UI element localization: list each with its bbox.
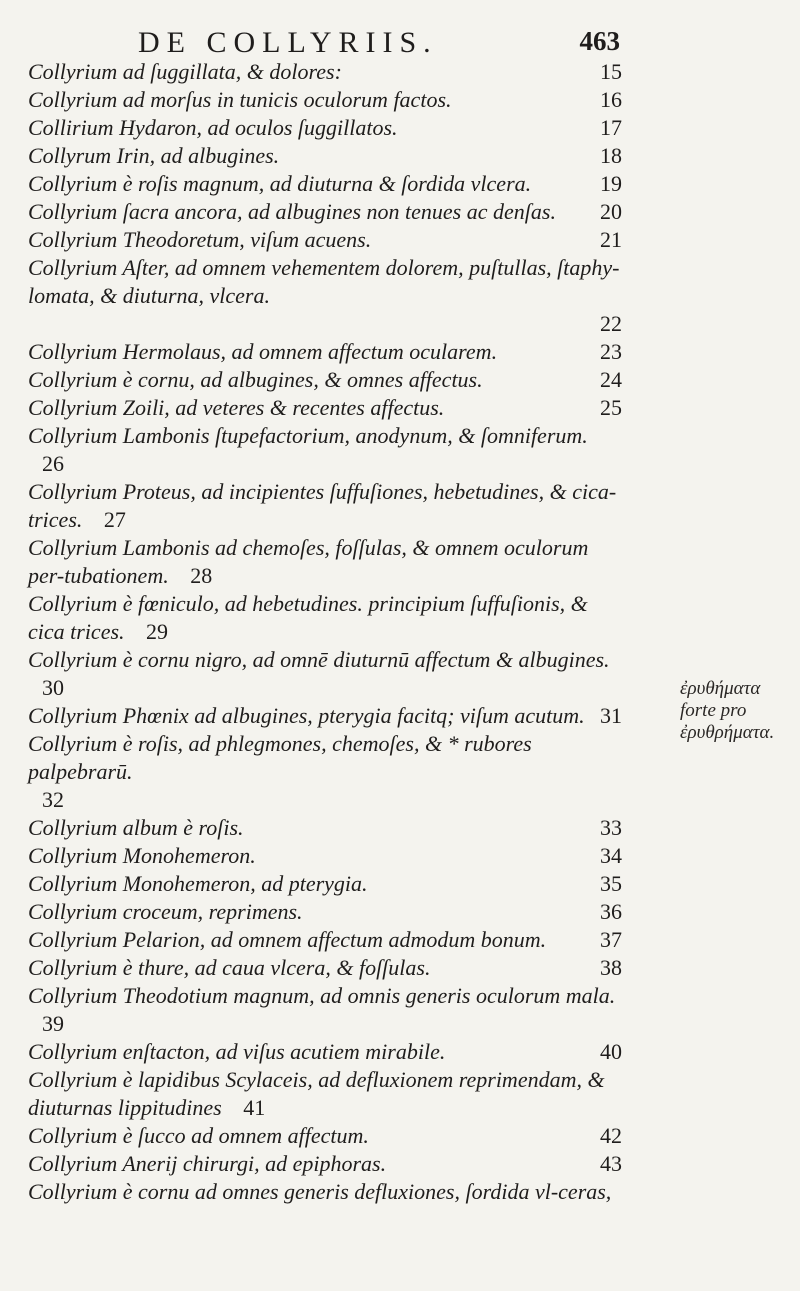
entry-text: Collyrium Proteus, ad incipientes ſuffuſiones, hebetudines, & cica-trices. (28, 479, 617, 532)
entry-number: 21 (600, 227, 622, 252)
entry-text: Collyrium ad morſus in tunicis oculorum factos. (28, 87, 452, 112)
list-item (28, 198, 628, 226)
entry-text: Collyrium ſacra ancora, ad albugines non tenues ac denſas. (28, 199, 556, 224)
entry-number: 28 (190, 563, 213, 588)
list-item (28, 58, 628, 86)
entry-number: 18 (600, 143, 622, 168)
list-item (28, 870, 628, 898)
entry-number: 23 (600, 339, 622, 364)
entry-text: Collyrium enſtacton, ad viſus acutiem mirabile. (28, 1039, 446, 1064)
list-item (28, 478, 628, 534)
list-item (28, 646, 628, 702)
list-item (28, 366, 628, 394)
entry-text: Collyrium è ſucco ad omnem affectum. (28, 1123, 369, 1148)
entry-text: Collyrium ad ſuggillata, & dolores: (28, 59, 342, 84)
entry-text: Collyrium Aſter, ad omnem vehementem dolorem, puſtullas, ſtaphy-lomata, & diuturna, vlcera. (28, 255, 620, 308)
entry-number: 37 (600, 927, 622, 952)
entry-number: 41 (243, 1095, 266, 1120)
list-item (28, 954, 628, 982)
entry-text: Collyrium è lapidibus Scylaceis, ad defluxionem reprimendam, & diuturnas lippitudines (28, 1067, 605, 1120)
list-item (28, 814, 628, 842)
list-item (28, 730, 628, 814)
entry-number: 32 (42, 787, 64, 812)
entry-text: Collyrium Pelarion, ad omnem affectum admodum bonum. (28, 927, 547, 952)
entry-number: 16 (600, 87, 622, 112)
entry-number: 39 (42, 1011, 64, 1036)
list-item (28, 898, 628, 926)
entry-text: Collyrium Zoili, ad veteres & recentes affectus. (28, 395, 445, 420)
list-item (28, 394, 628, 422)
entry-text: Collyrium Lambonis ſtupefactorium, anodynum, & ſomniferum. (28, 423, 588, 448)
entry-text: Collyrum Irin, ad albugines. (28, 143, 280, 168)
entry-number: 24 (600, 367, 622, 392)
margin-note: ἐρυθήματα forte pro ἐρυθρήματα. (680, 678, 775, 743)
list-item (28, 534, 628, 590)
entry-number: 43 (600, 1151, 622, 1176)
page-header (100, 16, 620, 62)
entry-number: 17 (600, 115, 622, 140)
entry-text: Collyrium Theodoretum, viſum acuens. (28, 227, 372, 252)
entry-text: Collyrium è cornu, ad albugines, & omnes affectus. (28, 367, 483, 392)
entry-number: 27 (103, 507, 126, 532)
entry-number: 31 (600, 703, 622, 728)
entry-number: 25 (600, 395, 622, 420)
list-item (28, 926, 628, 954)
list-item (28, 1178, 628, 1206)
list-item (28, 1066, 628, 1122)
entry-text: Collyrium Monohemeron, ad pterygia. (28, 871, 368, 896)
entry-text: Collyrium è cornu ad omnes generis defluxiones, ſordida vl-ceras, (28, 1179, 612, 1204)
entry-text: Collirium Hydaron, ad oculos ſuggillatos. (28, 115, 398, 140)
entry-number: 29 (146, 619, 169, 644)
entry-text: Collyrium Monohemeron. (28, 843, 256, 868)
list-item (28, 842, 628, 870)
entry-text: Collyrium è roſis magnum, ad diuturna & ſordida vlcera. (28, 171, 532, 196)
entry-number: 22 (600, 311, 622, 336)
entry-number: 20 (600, 199, 622, 224)
list-item (28, 702, 628, 730)
list-item (28, 114, 628, 142)
entry-number: 15 (600, 59, 622, 84)
list-item (28, 422, 628, 478)
entry-text: Collyrium album è roſis. (28, 815, 244, 840)
list-item (28, 1150, 628, 1178)
page-number: 463 (579, 26, 620, 56)
entry-number: 35 (600, 871, 622, 896)
list-item (28, 170, 628, 198)
list-item (28, 254, 628, 338)
list-item (28, 1038, 628, 1066)
running-title: DE COLLYRIIS. (138, 26, 438, 59)
list-item (28, 86, 628, 114)
entry-text: Collyrium croceum, reprimens. (28, 899, 303, 924)
entry-text: Collyrium è fœniculo, ad hebetudines. principium ſuffuſionis, & cica trices. (28, 591, 588, 644)
list-item (28, 338, 628, 366)
entry-number: 30 (42, 675, 64, 700)
list-item (28, 226, 628, 254)
list-item (28, 590, 628, 646)
entry-number: 19 (600, 171, 622, 196)
entry-text: Collyrium è roſis, ad phlegmones, chemoſes, & * rubores palpebrarū. (28, 731, 532, 784)
entry-number: 26 (42, 451, 64, 476)
list-item (28, 982, 628, 1038)
entry-number: 34 (600, 843, 622, 868)
entry-number: 33 (600, 815, 622, 840)
entry-number: 38 (600, 955, 622, 980)
entry-number: 36 (600, 899, 622, 924)
entry-number: 40 (600, 1039, 622, 1064)
collyrium-index-list (28, 58, 628, 1206)
entry-text: Collyrium è thure, ad caua vlcera, & foſſulas. (28, 955, 431, 980)
entry-text: Collyrium è cornu nigro, ad omnē diuturnū affectum & albugines. (28, 647, 610, 672)
entry-text: Collyrium Anerij chirurgi, ad epiphoras. (28, 1151, 387, 1176)
entry-number: 42 (600, 1123, 622, 1148)
entry-text: Collyrium Lambonis ad chemoſes, foſſulas, & omnem oculorum per-tubationem. (28, 535, 589, 588)
entry-text: Collyrium Phœnix ad albugines, pterygia facitq; viſum acutum. (28, 703, 585, 728)
list-item (28, 142, 628, 170)
entry-text: Collyrium Theodotium magnum, ad omnis generis oculorum mala. (28, 983, 616, 1008)
entry-text: Collyrium Hermolaus, ad omnem affectum ocularem. (28, 339, 498, 364)
list-item (28, 1122, 628, 1150)
